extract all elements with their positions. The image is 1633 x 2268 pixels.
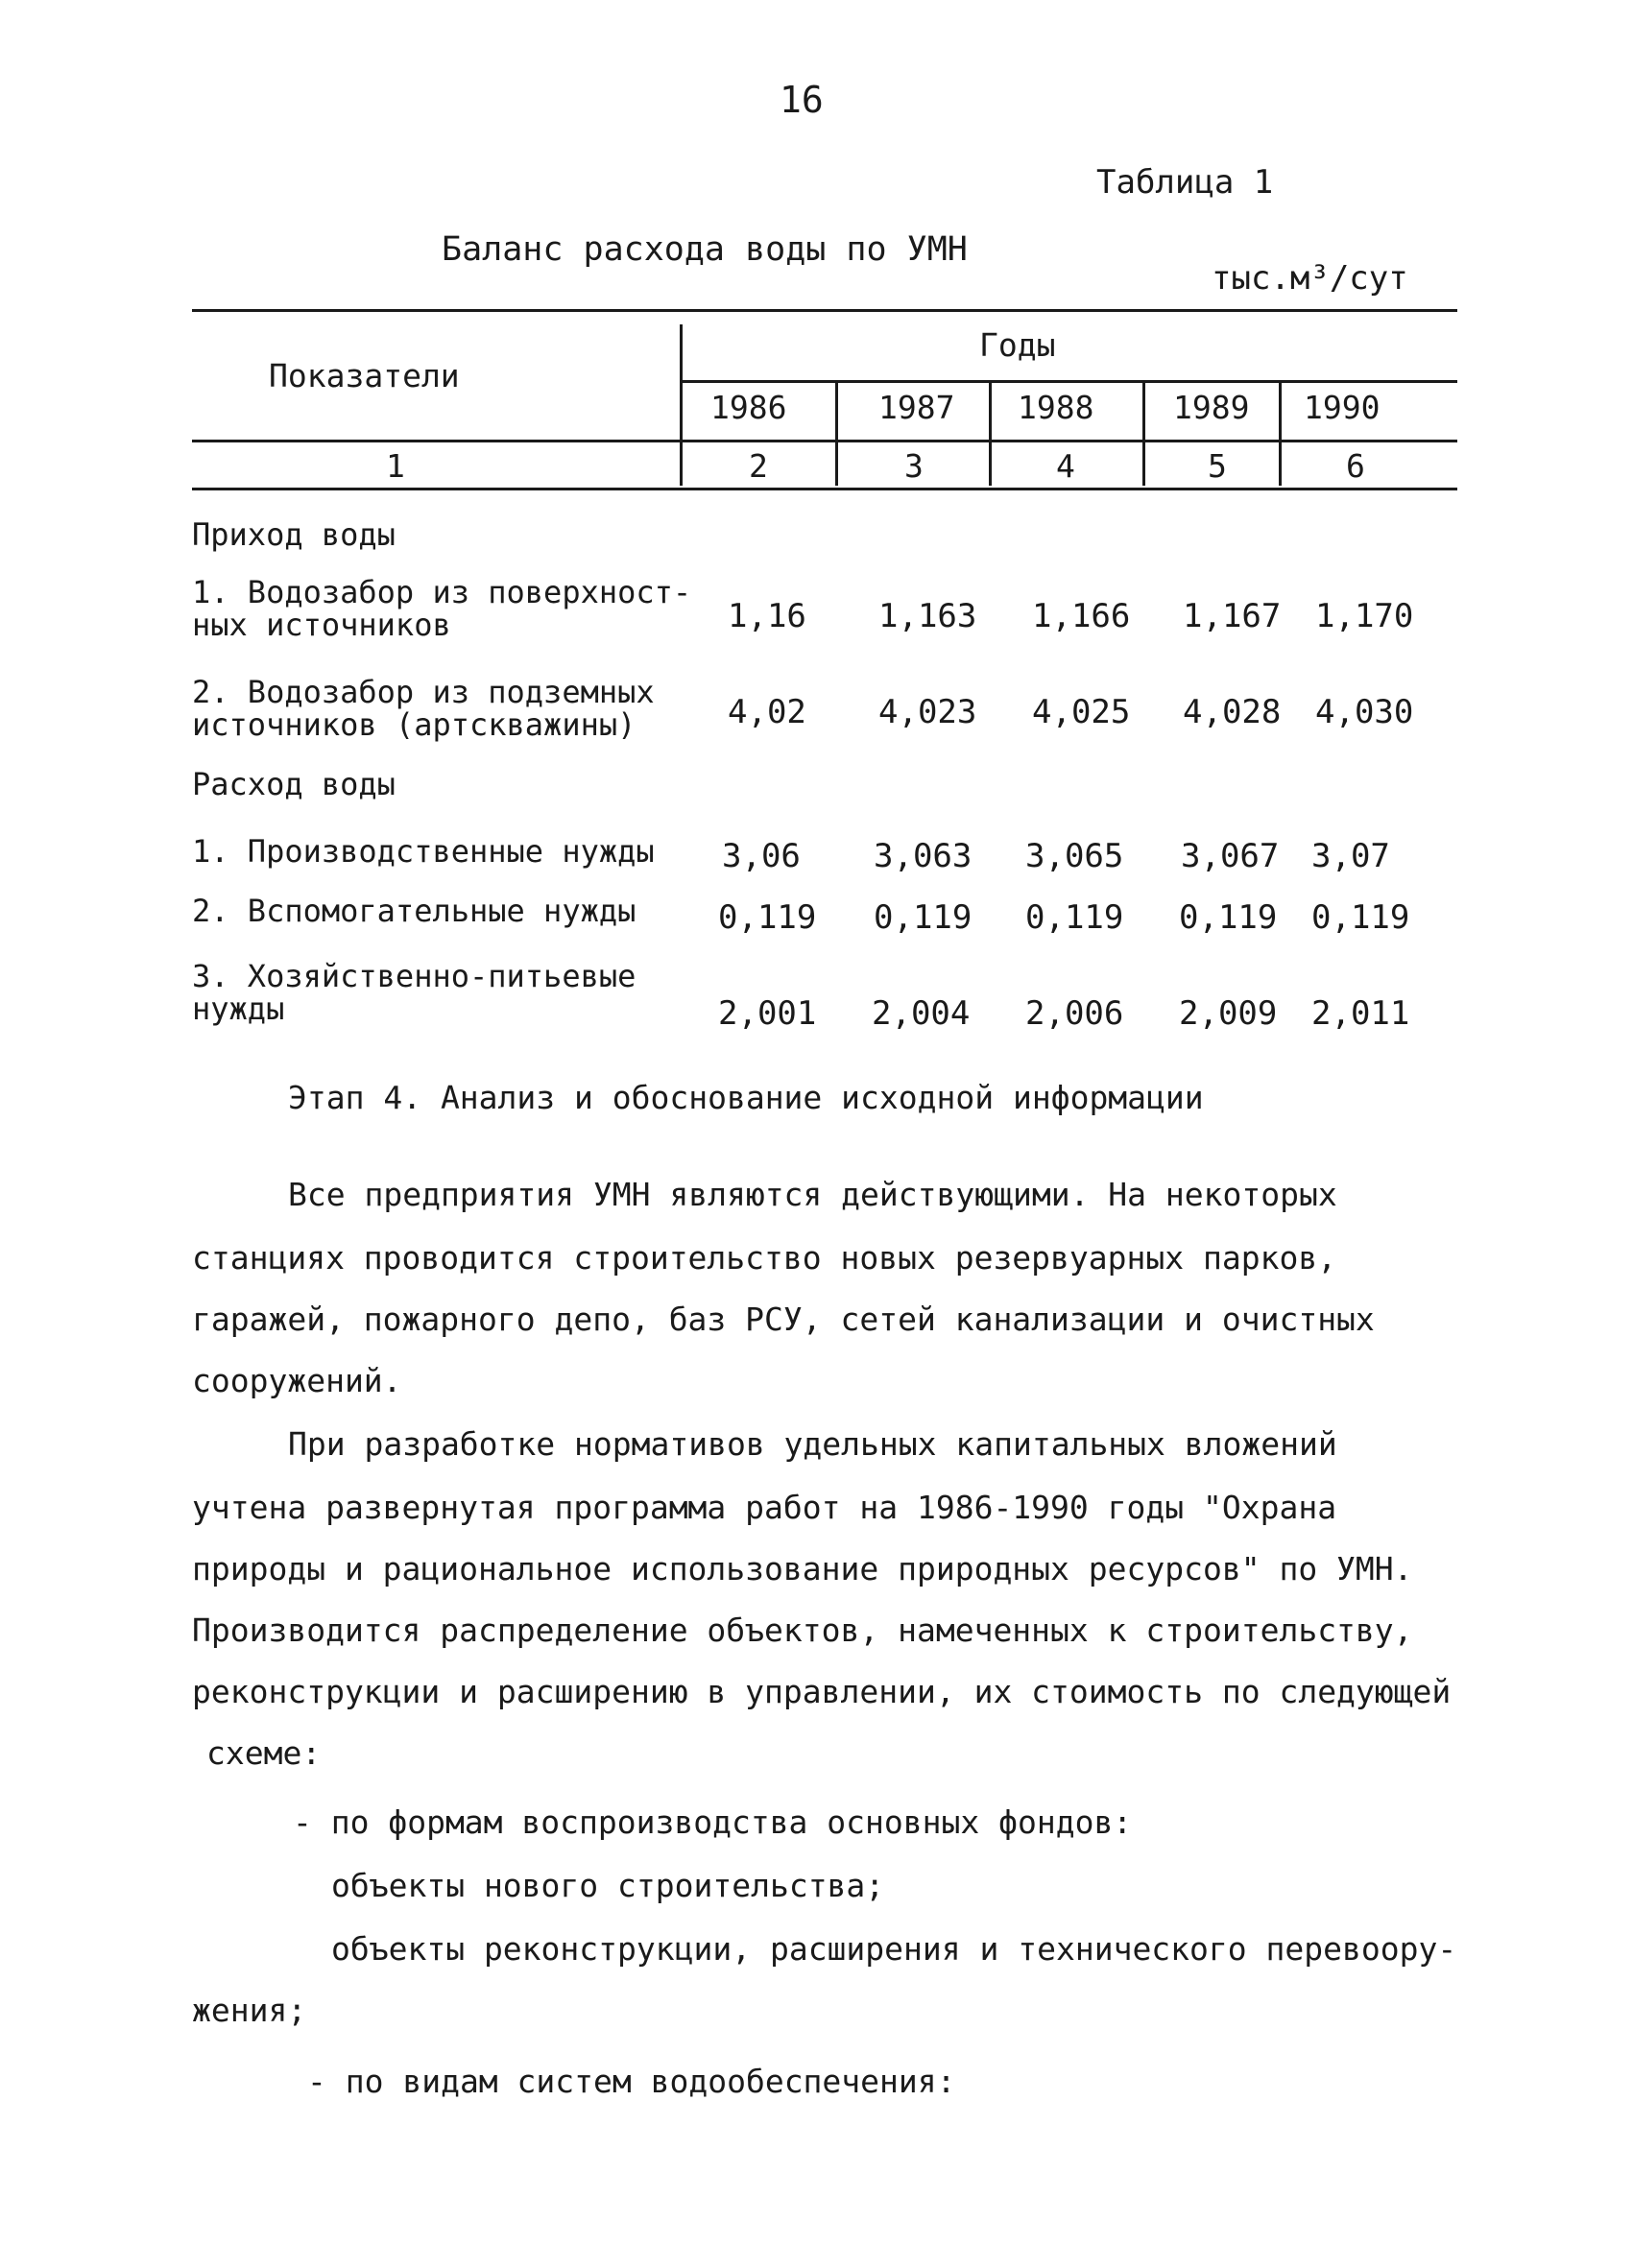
table-cell: 2,004	[872, 994, 971, 1033]
row-label: 3. Хозяйственно-питьевые нужды	[192, 958, 636, 1027]
table-cell: 4,025	[1032, 693, 1131, 731]
table-cell: 2,011	[1311, 994, 1410, 1033]
table-cell: 3,067	[1181, 837, 1280, 875]
table-units: тыс.м³/сут	[1212, 259, 1408, 298]
table-cell: 3,063	[874, 837, 973, 875]
table-top-rule	[192, 309, 1457, 312]
table-label: Таблица 1	[1096, 163, 1274, 202]
table-cell: 3,065	[1025, 837, 1124, 875]
section-income: Приход воды	[192, 516, 396, 553]
paragraph-line: схеме:	[206, 1734, 322, 1772]
row-label: 1. Водозабор из поверхност- ных источников	[192, 574, 692, 643]
table-cell: 3,06	[722, 837, 801, 875]
section-expense: Расход воды	[192, 766, 396, 802]
row-label: 2. Водозабор из подземных источников (артскважины)	[192, 674, 655, 743]
table-cell: 0,119	[1311, 898, 1410, 937]
row-label: 2. Вспомогательные нужды	[192, 893, 636, 929]
col-divider-4	[1279, 382, 1282, 486]
years-header: Годы	[979, 326, 1056, 364]
paragraph-line: жения;	[192, 1992, 307, 2029]
col-number: 5	[1208, 447, 1227, 485]
table-cell: 2,009	[1179, 994, 1278, 1033]
table-cell: 2,006	[1025, 994, 1124, 1033]
year-1990: 1990	[1304, 389, 1381, 426]
table-cell: 1,170	[1315, 597, 1414, 635]
paragraph-line: - по видам систем водообеспечения:	[307, 2063, 956, 2100]
table-cell: 4,030	[1315, 693, 1414, 731]
table-cell: 1,166	[1032, 597, 1131, 635]
row-label: 1. Производственные нужды	[192, 833, 655, 870]
paragraph-line: При разработке нормативов удельных капитальных вложений	[288, 1425, 1337, 1463]
indicator-header: Показатели	[269, 357, 460, 394]
colnum-bottom-rule	[192, 488, 1457, 490]
col-divider-2	[989, 382, 992, 486]
paragraph-line: объекты реконструкции, расширения и технического перевоору-	[331, 1930, 1457, 1968]
table-title: Баланс расхода воды по УМН	[442, 230, 968, 269]
year-1986: 1986	[710, 389, 787, 426]
page-number: 16	[780, 79, 824, 121]
table-cell: 4,023	[878, 693, 977, 731]
table-cell: 0,119	[718, 898, 817, 937]
table-cell: 3,07	[1311, 837, 1390, 875]
year-1988: 1988	[1018, 389, 1094, 426]
table-cell: 1,16	[728, 597, 806, 635]
col-number: 1	[386, 447, 405, 485]
paragraph-line: Производится распределение объектов, намеченных к строительству,	[192, 1611, 1413, 1649]
years-sub-rule	[682, 380, 1457, 383]
indicator-divider	[680, 324, 683, 486]
table-cell: 0,119	[1025, 898, 1124, 937]
paragraph-line: объекты нового строительства;	[331, 1867, 885, 1904]
col-divider-3	[1142, 382, 1145, 486]
table-cell: 0,119	[874, 898, 973, 937]
paragraph-line: гаражей, пожарного депо, баз РСУ, сетей канализации и очистных	[192, 1301, 1375, 1338]
table-cell: 2,001	[718, 994, 817, 1033]
col-number: 6	[1346, 447, 1365, 485]
col-number: 4	[1056, 447, 1075, 485]
year-1987: 1987	[878, 389, 955, 426]
paragraph-line: природы и рациональное использование природных ресурсов" по УМН.	[192, 1550, 1413, 1588]
table-cell: 1,163	[878, 597, 977, 635]
paragraph-line: - по формам воспроизводства основных фондов:	[293, 1803, 1133, 1841]
col-divider-1	[835, 382, 838, 486]
paragraph-line: реконструкции и расширению в управлении, их стоимость по следующей	[192, 1673, 1452, 1710]
table-cell: 4,028	[1183, 693, 1282, 731]
table-cell: 1,167	[1183, 597, 1282, 635]
col-number: 3	[904, 447, 924, 485]
paragraph-line: станциях проводится строительство новых резервуарных парков,	[192, 1239, 1337, 1277]
year-1989: 1989	[1173, 389, 1250, 426]
paragraph-line: Все предприятия УМН являются действующими. На некоторых	[288, 1176, 1337, 1213]
col-number: 2	[749, 447, 768, 485]
paragraph-line: сооружений.	[192, 1362, 402, 1399]
table-cell: 4,02	[728, 693, 806, 731]
stage-heading: Этап 4. Анализ и обоснование исходной информации	[288, 1079, 1204, 1116]
paragraph-line: учтена развернутая программа работ на 1986-1990 годы "Охрана	[192, 1489, 1337, 1526]
header-bottom-rule	[192, 440, 1457, 442]
table-cell: 0,119	[1179, 898, 1278, 937]
